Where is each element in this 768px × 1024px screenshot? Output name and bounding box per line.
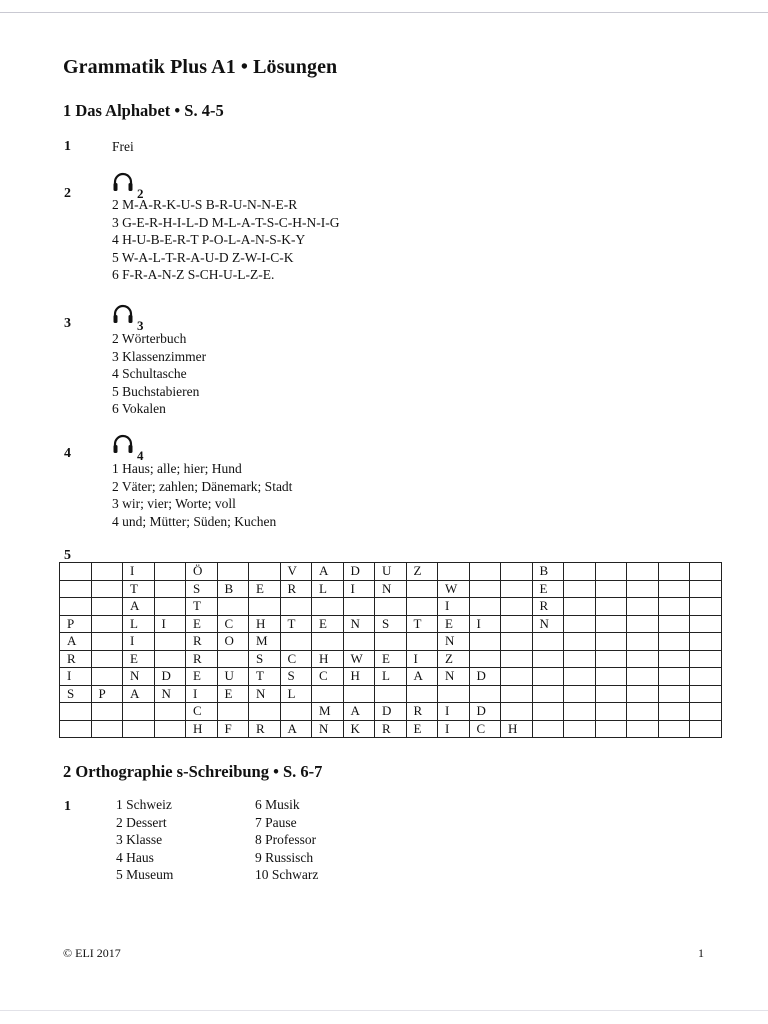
answer-line: 4 und; Mütter; Süden; Kuchen <box>112 513 277 529</box>
answer-line: 1 Schweiz <box>116 797 172 812</box>
grid-cell: E <box>406 720 438 738</box>
grid-cell: C <box>312 668 344 686</box>
grid-cell <box>627 615 659 633</box>
grid-cell <box>406 598 438 616</box>
page-title: Grammatik Plus A1 • Lösungen <box>63 56 338 78</box>
grid-cell: U <box>375 563 407 581</box>
grid-cell: D <box>343 563 375 581</box>
grid-cell <box>501 563 533 581</box>
answer-line: 2 Dessert <box>116 814 167 830</box>
section-1-heading: 1 Das Alphabet • S. 4-5 <box>63 101 224 120</box>
grid-cell <box>91 580 123 598</box>
grid-cell: N <box>123 668 155 686</box>
grid-cell: P <box>91 685 123 703</box>
answer-line: 5 Buchstabieren <box>112 383 200 399</box>
word-search-grid <box>59 562 722 738</box>
grid-cell <box>532 633 564 651</box>
track-number: 2 <box>137 186 144 201</box>
grid-cell: E <box>249 580 281 598</box>
grid-cell <box>532 703 564 721</box>
grid-cell: S <box>186 580 218 598</box>
grid-cell: S <box>60 685 92 703</box>
grid-cell: C <box>186 703 218 721</box>
grid-cell <box>627 598 659 616</box>
grid-cell <box>469 563 501 581</box>
grid-cell <box>501 703 533 721</box>
grid-cell: I <box>123 633 155 651</box>
grid-cell <box>564 668 596 686</box>
grid-cell <box>375 633 407 651</box>
grid-cell: H <box>249 615 281 633</box>
bottom-rule <box>0 1010 768 1011</box>
grid-cell: I <box>438 703 470 721</box>
grid-cell: Ö <box>186 563 218 581</box>
grid-cell: R <box>60 650 92 668</box>
answer-line: 3 wir; vier; Worte; voll <box>112 496 236 511</box>
grid-cell <box>60 720 92 738</box>
grid-cell <box>564 633 596 651</box>
grid-cell: E <box>438 615 470 633</box>
grid-cell <box>658 580 690 598</box>
exercise-1-answer: Frei <box>112 139 134 154</box>
grid-row <box>60 668 722 686</box>
grid-cell <box>469 685 501 703</box>
answer-line: 2 Väter; zahlen; Dänemark; Stadt <box>112 478 293 494</box>
grid-cell: I <box>469 615 501 633</box>
grid-cell: M <box>249 633 281 651</box>
answer-line: 9 Russisch <box>255 849 314 865</box>
grid-cell <box>595 633 627 651</box>
grid-cell <box>91 563 123 581</box>
grid-cell: D <box>469 703 501 721</box>
grid-cell: S <box>249 650 281 668</box>
grid-cell <box>343 685 375 703</box>
grid-cell <box>627 720 659 738</box>
audio-track-3 <box>111 302 144 331</box>
grid-cell <box>532 650 564 668</box>
grid-cell <box>532 685 564 703</box>
grid-row <box>60 633 722 651</box>
grid-cell <box>595 615 627 633</box>
grid-cell: N <box>249 685 281 703</box>
grid-cell <box>469 633 501 651</box>
grid-cell: I <box>406 650 438 668</box>
grid-cell <box>627 703 659 721</box>
grid-cell <box>658 633 690 651</box>
grid-cell <box>501 615 533 633</box>
grid-cell <box>564 720 596 738</box>
grid-cell: N <box>532 615 564 633</box>
grid-cell: I <box>60 668 92 686</box>
grid-cell: R <box>406 703 438 721</box>
grid-cell <box>154 580 186 598</box>
grid-cell <box>564 615 596 633</box>
grid-cell: R <box>532 598 564 616</box>
answer-line: 4 Haus <box>116 849 154 865</box>
grid-cell <box>627 668 659 686</box>
grid-cell <box>312 598 344 616</box>
answer-line: 1 Haus; alle; hier; Hund <box>112 461 242 476</box>
page-number: 1 <box>698 946 704 960</box>
answer-line: 5 Museum <box>116 867 174 882</box>
grid-cell: S <box>280 668 312 686</box>
grid-cell: N <box>375 580 407 598</box>
grid-cell: E <box>186 615 218 633</box>
grid-cell <box>658 598 690 616</box>
grid-cell: Z <box>438 650 470 668</box>
grid-cell <box>658 615 690 633</box>
grid-cell <box>280 598 312 616</box>
grid-cell: A <box>60 633 92 651</box>
grid-cell <box>312 633 344 651</box>
grid-cell: I <box>123 563 155 581</box>
grid-cell <box>564 580 596 598</box>
grid-cell <box>154 650 186 668</box>
grid-row <box>60 703 722 721</box>
grid-cell <box>532 668 564 686</box>
grid-cell <box>343 598 375 616</box>
grid-cell <box>469 650 501 668</box>
grid-cell <box>469 598 501 616</box>
grid-cell <box>438 685 470 703</box>
audio-track-2 <box>111 170 144 199</box>
grid-cell: D <box>154 668 186 686</box>
grid-cell <box>595 598 627 616</box>
grid-cell <box>627 563 659 581</box>
grid-cell: T <box>280 615 312 633</box>
grid-cell <box>406 580 438 598</box>
grid-cell: A <box>343 703 375 721</box>
grid-cell: V <box>280 563 312 581</box>
grid-cell: I <box>186 685 218 703</box>
grid-cell <box>91 633 123 651</box>
grid-cell: I <box>343 580 375 598</box>
grid-cell: N <box>343 615 375 633</box>
track-number: 4 <box>137 448 144 463</box>
grid-cell: L <box>375 668 407 686</box>
exercise-3-answers <box>112 330 206 418</box>
grid-cell: H <box>312 650 344 668</box>
answer-line: 6 Musik <box>255 797 300 812</box>
grid-cell <box>690 563 722 581</box>
grid-cell <box>154 563 186 581</box>
grid-cell <box>91 668 123 686</box>
grid-cell <box>501 668 533 686</box>
grid-cell <box>280 633 312 651</box>
copyright: © ELI 2017 <box>63 946 121 960</box>
grid-cell <box>501 685 533 703</box>
grid-cell <box>60 580 92 598</box>
grid-cell <box>595 720 627 738</box>
grid-cell: R <box>186 650 218 668</box>
grid-cell: C <box>217 615 249 633</box>
grid-cell <box>595 650 627 668</box>
answer-line: 5 W-A-L-T-R-A-U-D Z-W-I-C-K <box>112 249 294 265</box>
grid-cell: I <box>438 598 470 616</box>
grid-cell: E <box>532 580 564 598</box>
grid-cell: S <box>375 615 407 633</box>
grid-cell <box>375 685 407 703</box>
grid-cell <box>690 703 722 721</box>
grid-cell: E <box>123 650 155 668</box>
grid-cell <box>217 650 249 668</box>
grid-cell <box>690 580 722 598</box>
grid-cell <box>280 703 312 721</box>
section-2-exercise-1-number: 1 <box>64 799 71 814</box>
grid-cell <box>91 720 123 738</box>
grid-cell: R <box>186 633 218 651</box>
answer-line: 6 F-R-A-N-Z S-CH-U-L-Z-E. <box>112 267 275 282</box>
grid-cell: E <box>217 685 249 703</box>
answer-line: 4 H-U-B-E-R-T P-O-L-A-N-S-K-Y <box>112 232 306 247</box>
grid-cell <box>690 633 722 651</box>
grid-cell: T <box>249 668 281 686</box>
grid-cell <box>60 703 92 721</box>
grid-cell <box>123 720 155 738</box>
grid-cell <box>595 703 627 721</box>
answer-line: 3 Klasse <box>116 832 163 847</box>
grid-cell <box>91 703 123 721</box>
answer-line: 8 Professor <box>255 832 317 847</box>
grid-cell <box>690 668 722 686</box>
answers-column-1 <box>116 796 173 884</box>
grid-cell: R <box>375 720 407 738</box>
grid-cell <box>217 703 249 721</box>
grid-cell <box>91 598 123 616</box>
grid-cell: R <box>280 580 312 598</box>
grid-cell <box>564 685 596 703</box>
grid-cell: P <box>60 615 92 633</box>
grid-cell: C <box>469 720 501 738</box>
grid-cell <box>154 720 186 738</box>
grid-cell <box>658 685 690 703</box>
grid-cell: T <box>123 580 155 598</box>
answer-line: 4 Schultasche <box>112 366 187 381</box>
grid-cell <box>501 580 533 598</box>
grid-cell: F <box>217 720 249 738</box>
grid-cell <box>501 650 533 668</box>
grid-row <box>60 598 722 616</box>
grid-cell <box>91 615 123 633</box>
answer-line: 2 Wörterbuch <box>112 331 187 346</box>
grid-cell: N <box>438 668 470 686</box>
grid-cell: A <box>406 668 438 686</box>
exercise-4-number: 4 <box>64 446 71 461</box>
grid-cell <box>249 563 281 581</box>
grid-cell: H <box>343 668 375 686</box>
grid-cell: A <box>123 598 155 616</box>
grid-cell: I <box>438 720 470 738</box>
grid-cell: T <box>186 598 218 616</box>
grid-cell: O <box>217 633 249 651</box>
grid-row <box>60 563 722 581</box>
grid-cell: H <box>501 720 533 738</box>
grid-cell: E <box>312 615 344 633</box>
grid-cell <box>123 703 155 721</box>
grid-cell <box>627 633 659 651</box>
grid-cell <box>690 598 722 616</box>
grid-cell: B <box>532 563 564 581</box>
top-rule <box>0 12 768 13</box>
grid-cell <box>343 633 375 651</box>
answer-line: 3 Klassenzimmer <box>112 348 207 364</box>
grid-cell <box>249 703 281 721</box>
grid-cell: T <box>406 615 438 633</box>
grid-cell <box>564 703 596 721</box>
exercise-1-number: 1 <box>64 139 71 154</box>
answers-column-2 <box>255 796 318 884</box>
audio-track-4 <box>111 432 144 461</box>
grid-cell <box>690 720 722 738</box>
grid-cell <box>690 685 722 703</box>
grid-cell: A <box>280 720 312 738</box>
grid-cell <box>564 650 596 668</box>
grid-cell: H <box>186 720 218 738</box>
exercise-5-number: 5 <box>64 548 71 563</box>
grid-cell: W <box>438 580 470 598</box>
grid-cell <box>627 650 659 668</box>
grid-cell: U <box>217 668 249 686</box>
answer-line: 3 G-E-R-H-I-L-D M-L-A-T-S-C-H-N-I-G <box>112 214 340 230</box>
grid-cell <box>658 650 690 668</box>
grid-cell <box>60 598 92 616</box>
grid-cell <box>658 720 690 738</box>
grid-cell <box>627 580 659 598</box>
exercise-2-number: 2 <box>64 186 71 201</box>
answer-line: 10 Schwarz <box>255 867 319 882</box>
grid-row <box>60 720 722 738</box>
track-number: 3 <box>137 318 144 333</box>
exercise-4-answers <box>112 460 292 530</box>
grid-cell: A <box>123 685 155 703</box>
grid-cell <box>154 703 186 721</box>
answer-line: 7 Pause <box>255 814 297 830</box>
grid-cell: B <box>217 580 249 598</box>
grid-cell <box>154 598 186 616</box>
grid-cell: N <box>154 685 186 703</box>
grid-cell <box>154 633 186 651</box>
grid-cell: W <box>343 650 375 668</box>
grid-cell <box>469 580 501 598</box>
grid-cell <box>595 685 627 703</box>
grid-cell <box>532 720 564 738</box>
exercise-3-number: 3 <box>64 316 71 331</box>
grid-cell: A <box>312 563 344 581</box>
grid-cell <box>249 598 281 616</box>
grid-cell <box>627 685 659 703</box>
headphones-icon <box>111 302 135 331</box>
grid-cell: L <box>280 685 312 703</box>
grid-cell <box>312 685 344 703</box>
grid-cell: E <box>375 650 407 668</box>
grid-cell <box>564 563 596 581</box>
grid-cell: C <box>280 650 312 668</box>
grid-row <box>60 615 722 633</box>
grid-cell: L <box>123 615 155 633</box>
grid-cell <box>217 598 249 616</box>
grid-cell <box>690 650 722 668</box>
section-2-heading: 2 Orthographie s-Schreibung • S. 6-7 <box>63 762 323 781</box>
answer-line: 2 M-A-R-K-U-S B-R-U-N-N-E-R <box>112 197 298 212</box>
grid-cell <box>658 703 690 721</box>
headphones-icon <box>111 432 135 461</box>
grid-cell <box>60 563 92 581</box>
grid-cell <box>438 563 470 581</box>
grid-cell <box>375 598 407 616</box>
grid-cell <box>564 598 596 616</box>
grid-cell <box>595 563 627 581</box>
grid-cell <box>690 615 722 633</box>
grid-cell <box>501 633 533 651</box>
grid-cell: D <box>469 668 501 686</box>
grid-cell <box>406 685 438 703</box>
answer-line: 6 Vokalen <box>112 401 166 416</box>
grid-row <box>60 685 722 703</box>
exercise-2-answers <box>112 196 339 284</box>
grid-cell: L <box>312 580 344 598</box>
grid-cell <box>91 650 123 668</box>
grid-cell <box>595 580 627 598</box>
grid-cell: D <box>375 703 407 721</box>
grid-cell <box>501 598 533 616</box>
grid-cell: I <box>154 615 186 633</box>
headphones-icon <box>111 170 135 199</box>
grid-cell <box>658 668 690 686</box>
grid-cell: Z <box>406 563 438 581</box>
grid-cell: R <box>249 720 281 738</box>
grid-cell: M <box>312 703 344 721</box>
grid-cell: K <box>343 720 375 738</box>
grid-cell: N <box>312 720 344 738</box>
grid-cell: E <box>186 668 218 686</box>
grid-row <box>60 650 722 668</box>
grid-cell: N <box>438 633 470 651</box>
grid-cell <box>658 563 690 581</box>
grid-cell <box>595 668 627 686</box>
grid-cell <box>406 633 438 651</box>
grid-cell <box>217 563 249 581</box>
grid-row <box>60 580 722 598</box>
